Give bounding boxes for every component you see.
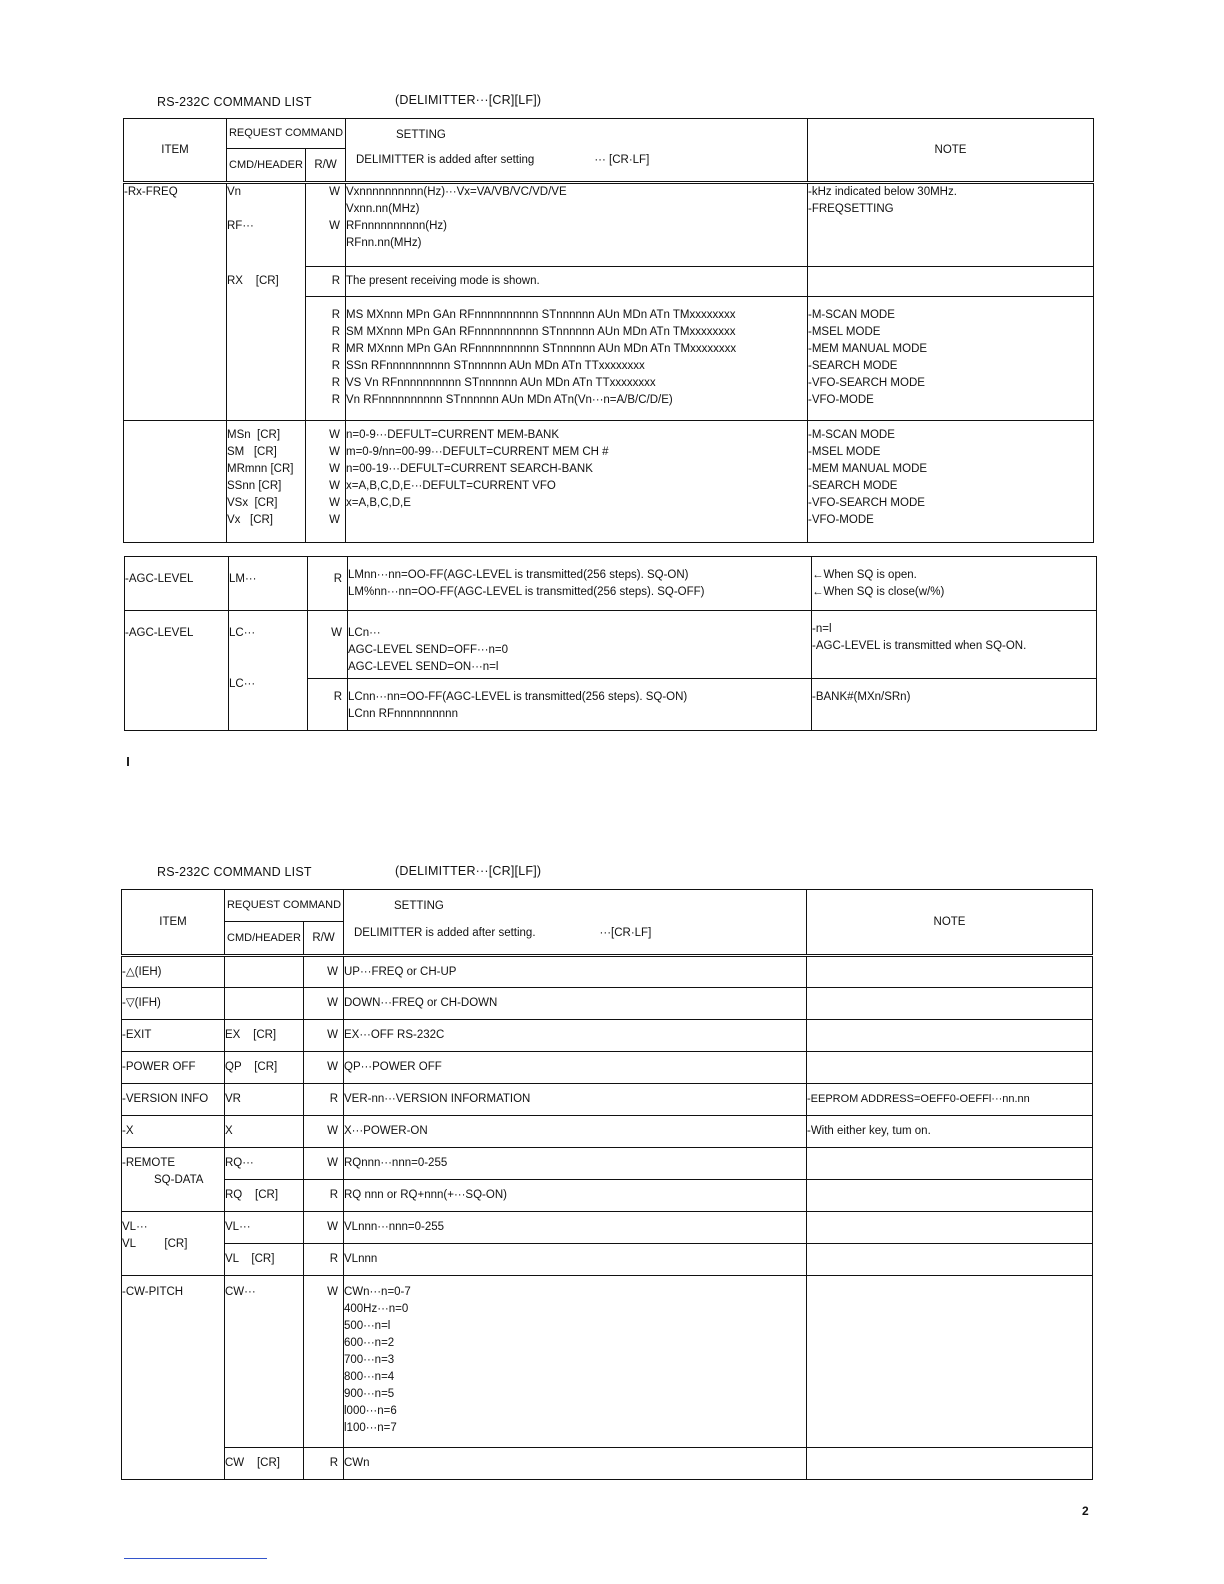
row-item: -EXIT (122, 1020, 225, 1052)
remote-setting1: RQnnn···nnn=0-255 (344, 1148, 807, 1180)
cw-item: -CW-PITCH (122, 1276, 225, 1480)
row-cmd: X (225, 1116, 304, 1148)
p2-header-request-command: REQUEST COMMAND (225, 890, 344, 922)
rxfreq-rw: W W (306, 183, 346, 267)
cw-setting1: CWn···n=0-7 400Hz···n=0 500···n=l 600···n=2 700···n=3 800···n=4 900···n=5 l000···n=6 l100···n=7 (344, 1276, 807, 1448)
rx-setting: The present receiving mode is shown. (346, 267, 808, 297)
agc1-note: ←When SQ is open. ←When SQ is close(w/%) (812, 557, 1097, 611)
setmodes-setting: n=0-9···DEFULT=CURRENT MEM-BANK m=0-9/nn=00-99···DEFULT=CURRENT MEM CH # n=00-19···DEFULT=CURRENT SEARCH-BANK x=A,B,C,D,E···DEFULT=CURRENT VFO x=A,B,C,D,E (346, 421, 808, 543)
table-row (122, 956, 1093, 988)
table-row (122, 1084, 1093, 1116)
agc1-item: -AGC-LEVEL (125, 557, 229, 611)
header-item: ITEM (124, 119, 227, 183)
remote-rw1: W (304, 1148, 344, 1180)
remote-item: -REMOTE SQ-DATA (122, 1148, 225, 1212)
row-rw: W (304, 1020, 344, 1052)
row-setting: UP···FREQ or CH-UP (344, 956, 807, 988)
row-rw: W (304, 988, 344, 1020)
modes-setting: MS MXnnn MPn GAn RFnnnnnnnnnn STnnnnnn AUn MDn ATn TMxxxxxxxx SM MXnnn MPn GAn RFnnnnnnnnnn STnnnnnn AUn MDn ATn TMxxxxxxxx MR MXnnn MPn GAn RFnnnnnnnnnn STnnnnnn AUn MDn ATn TMxxxxxxxx SSn RFnnnnnnnnnn STnnnnnn AUn MDn ATn TTxxxxxxxx VS Vn RFnnnnnnnnnn STnnnnnn AUn MDn ATn TTxxxxxxxx Vn RFnnnnnnnnnn STnnnnnn AUn MDn ATn(Vn···n=A/B/C/D/E) (346, 297, 808, 421)
row-setting: VER-nn···VERSION INFORMATION (344, 1084, 807, 1116)
command-table-2 (121, 889, 1093, 1480)
header-setting: SETTING DELIMITTER is added after setting ··· [CR·LF] (346, 119, 808, 183)
agc1-setting: LMnn···nn=OO-FF(AGC-LEVEL is transmitted(256 steps). SQ-ON) LM%nn···nn=OO-FF(AGC-LEVEL is transmitted(256 steps). SQ-OFF) (348, 557, 812, 611)
agc1-rw: R (308, 557, 348, 611)
agc2-item: -AGC-LEVEL (125, 611, 229, 731)
remote-cmd1: RQ··· (225, 1148, 304, 1180)
vl-note1 (807, 1212, 1093, 1244)
footer-rule (124, 1558, 267, 1559)
row-note: -With either key, tum on. (807, 1116, 1093, 1148)
vl-item: VL··· VL [CR] (122, 1212, 225, 1276)
row-note (807, 1052, 1093, 1084)
row-cmd (225, 956, 304, 988)
page2-delimiter: (DELIMITTER···[CR][LF]) (395, 864, 542, 878)
page2-title: RS-232C COMMAND LIST (157, 865, 312, 879)
item-rx-freq: -Rx-FREQ (124, 183, 227, 421)
rx-note (808, 267, 1094, 297)
row-setting: DOWN···FREQ or CH-DOWN (344, 988, 807, 1020)
page-number: 2 (1082, 1504, 1089, 1518)
row-note (807, 956, 1093, 988)
p2-header-setting: SETTING DELIMITTER is added after setting. ···[CR·LF] (344, 890, 807, 956)
agc2-note1: -n=l -AGC-LEVEL is transmitted when SQ-ON. (812, 611, 1097, 679)
row-note (807, 1020, 1093, 1052)
table-row (122, 1116, 1093, 1148)
row-cmd: VR (225, 1084, 304, 1116)
cw-cmd2: CW [CR] (225, 1448, 304, 1480)
page1-delimiter: (DELIMITTER···[CR][LF]) (395, 93, 542, 107)
vl-setting2: VLnnn (344, 1244, 807, 1276)
rx-cmd: RX [CR] (227, 267, 306, 421)
agc2-cmd: LC··· LC··· (229, 611, 308, 731)
page1-title: RS-232C COMMAND LIST (157, 95, 312, 109)
vl-cmd1: VL··· (225, 1212, 304, 1244)
cw-rw1: W (304, 1276, 344, 1448)
row-note: -EEPROM ADDRESS=OEFF0-OEFFl···nn.nn (807, 1084, 1093, 1116)
vl-note2 (807, 1244, 1093, 1276)
scan-mark (127, 757, 129, 766)
remote-note1 (807, 1148, 1093, 1180)
agc2-setting2: LCnn···nn=OO-FF(AGC-LEVEL is transmitted(256 steps). SQ-ON) LCnn RFnnnnnnnnnn (348, 679, 812, 731)
remote-note2 (807, 1180, 1093, 1212)
row-item: -VERSION INFO (122, 1084, 225, 1116)
row-rw: R (304, 1084, 344, 1116)
p2-header-cmd-header: CMD/HEADER (225, 922, 304, 956)
row-cmd: QP [CR] (225, 1052, 304, 1084)
header-cmd-header: CMD/HEADER (227, 149, 306, 183)
row-note (807, 988, 1093, 1020)
setmodes-item (124, 421, 227, 543)
vl-setting1: VLnnn···nnn=0-255 (344, 1212, 807, 1244)
row-rw: W (304, 956, 344, 988)
row-cmd: EX [CR] (225, 1020, 304, 1052)
setmodes-rw: W W W W W W (306, 421, 346, 543)
vl-cmd2: VL [CR] (225, 1244, 304, 1276)
cw-note2 (807, 1448, 1093, 1480)
vl-rw1: W (304, 1212, 344, 1244)
header-rw: R/W (306, 149, 346, 183)
modes-rw: R R R R R R (306, 297, 346, 421)
rxfreq-cmd: Vn RF··· (227, 183, 306, 267)
p2-header-rw: R/W (304, 922, 344, 956)
agc2-rw1: W (308, 611, 348, 679)
rxfreq-setting: Vxnnnnnnnnnn(Hz)···Vx=VA/VB/VC/VD/VE Vxnn.nn(MHz) RFnnnnnnnnnn(Hz) RFnn.nn(MHz) (346, 183, 808, 267)
cw-note1 (807, 1276, 1093, 1448)
remote-rw2: R (304, 1180, 344, 1212)
row-rw: W (304, 1116, 344, 1148)
setmodes-cmd: MSn [CR] SM [CR] MRmnn [CR] SSnn [CR] VSx [CR] Vx [CR] (227, 421, 306, 543)
rxfreq-note: -kHz indicated below 30MHz. -FREQSETTING (808, 183, 1094, 267)
cw-cmd1: CW··· (225, 1276, 304, 1448)
row-item: -▽(IFH) (122, 988, 225, 1020)
cw-rw2: R (304, 1448, 344, 1480)
row-setting: X···POWER-ON (344, 1116, 807, 1148)
row-item: -POWER OFF (122, 1052, 225, 1084)
table-row (122, 1020, 1093, 1052)
row-setting: EX···OFF RS-232C (344, 1020, 807, 1052)
agc2-rw2: R (308, 679, 348, 731)
row-setting: QP···POWER OFF (344, 1052, 807, 1084)
command-table-agc (124, 556, 1097, 731)
agc2-setting1: LCn··· AGC-LEVEL SEND=OFF···n=0 AGC-LEVEL SEND=ON···n=l (348, 611, 812, 679)
header-note: NOTE (808, 119, 1094, 183)
agc2-note2: -BANK#(MXn/SRn) (812, 679, 1097, 731)
row-rw: W (304, 1052, 344, 1084)
p2-header-item: ITEM (122, 890, 225, 956)
row-item: -△(IEH) (122, 956, 225, 988)
row-item: -X (122, 1116, 225, 1148)
remote-cmd2: RQ [CR] (225, 1180, 304, 1212)
modes-note: -M-SCAN MODE -MSEL MODE -MEM MANUAL MODE -SEARCH MODE -VFO-SEARCH MODE -VFO-MODE (808, 297, 1094, 421)
table-row (122, 1052, 1093, 1084)
agc1-cmd: LM··· (229, 557, 308, 611)
cw-setting2: CWn (344, 1448, 807, 1480)
command-table-1 (123, 118, 1094, 543)
setmodes-note: -M-SCAN MODE -MSEL MODE -MEM MANUAL MODE -SEARCH MODE -VFO-SEARCH MODE -VFO-MODE (808, 421, 1094, 543)
p2-header-note: NOTE (807, 890, 1093, 956)
vl-rw2: R (304, 1244, 344, 1276)
remote-setting2: RQ nnn or RQ+nnn(+···SQ-ON) (344, 1180, 807, 1212)
header-request-command: REQUEST COMMAND (227, 119, 346, 149)
rx-rw: R (306, 267, 346, 297)
table-row (122, 988, 1093, 1020)
row-cmd (225, 988, 304, 1020)
